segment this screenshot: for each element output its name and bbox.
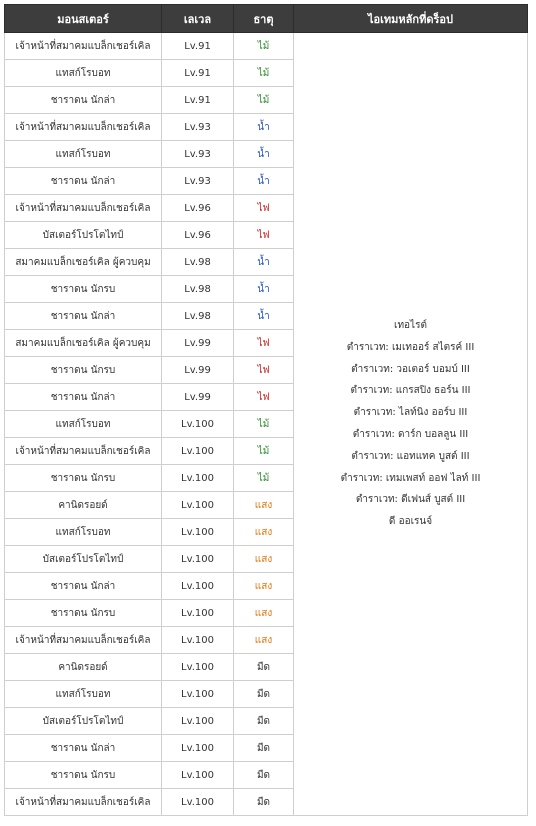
monster-element: แสง	[234, 519, 294, 546]
monster-name: บัสเตอร์โปรโตไทป์	[5, 708, 162, 735]
monster-level: Lv.100	[162, 789, 234, 816]
monster-level: Lv.100	[162, 465, 234, 492]
monster-element: น้ำ	[234, 249, 294, 276]
monster-level: Lv.100	[162, 438, 234, 465]
monster-level: Lv.100	[162, 600, 234, 627]
table-header-row	[5, 5, 528, 33]
monster-name: เจ้าหน้าที่สมาคมแบล็กเชอร์เคิล	[5, 195, 162, 222]
monster-level: Lv.99	[162, 384, 234, 411]
monster-name: สมาคมแบล็กเชอร์เคิล ผู้ควบคุม	[5, 330, 162, 357]
monster-name: ชาราดน นักรบ	[5, 600, 162, 627]
monster-element: มืด	[234, 654, 294, 681]
monster-element: ไม้	[234, 60, 294, 87]
monster-name: ชาราดน นักรบ	[5, 276, 162, 303]
monster-level: Lv.98	[162, 276, 234, 303]
monster-level: Lv.98	[162, 249, 234, 276]
monster-element: มืด	[234, 762, 294, 789]
monster-level: Lv.100	[162, 519, 234, 546]
monster-name: เจ้าหน้าที่สมาคมแบล็กเชอร์เคิล	[5, 114, 162, 141]
monster-name: ชาราดน นักรบ	[5, 465, 162, 492]
drop-item: เทอไรต์	[394, 320, 427, 332]
drop-item: ดี ออเรนจ์	[388, 516, 433, 528]
monster-name: ชาราดน นักล่า	[5, 735, 162, 762]
monster-name: ชาราดน นักล่า	[5, 303, 162, 330]
monster-level: Lv.100	[162, 681, 234, 708]
drop-item: ตำราเวท: ไลท์นิง ออร์บ III	[353, 407, 468, 419]
header-element: ธาตุ	[234, 5, 294, 33]
monster-element: ไม้	[234, 438, 294, 465]
monster-name: เจ้าหน้าที่สมาคมแบล็กเชอร์เคิล	[5, 627, 162, 654]
monster-name: แทสก์โรบอท	[5, 60, 162, 87]
monster-element: มืด	[234, 735, 294, 762]
monster-name: แทสก์โรบอท	[5, 519, 162, 546]
monster-element: น้ำ	[234, 141, 294, 168]
monster-name: เจ้าหน้าที่สมาคมแบล็กเชอร์เคิล	[5, 789, 162, 816]
monster-level: Lv.98	[162, 303, 234, 330]
monster-element: มืด	[234, 708, 294, 735]
monster-name: ชาราดน นักล่า	[5, 87, 162, 114]
monster-level: Lv.99	[162, 330, 234, 357]
monster-level: Lv.100	[162, 627, 234, 654]
header-drops: ไอเทมหลักที่ดร็อป	[294, 5, 528, 33]
monster-element: ไฟ	[234, 357, 294, 384]
monster-level: Lv.100	[162, 546, 234, 573]
monster-element: น้ำ	[234, 168, 294, 195]
monster-element: ไฟ	[234, 330, 294, 357]
monster-element: ไฟ	[234, 195, 294, 222]
monster-drop-table	[4, 4, 528, 816]
monster-name: บัสเตอร์โปรโตไทป์	[5, 222, 162, 249]
monster-name: ชาราดน นักล่า	[5, 573, 162, 600]
monster-element: น้ำ	[234, 303, 294, 330]
drop-items-cell	[294, 33, 528, 816]
monster-name: คานิดรอยด์	[5, 492, 162, 519]
monster-level: Lv.93	[162, 114, 234, 141]
monster-level: Lv.100	[162, 654, 234, 681]
drop-item: ตำราเวท: แอทแทค บูสต์ III	[351, 450, 470, 462]
monster-element: แสง	[234, 492, 294, 519]
monster-name: แทสก์โรบอท	[5, 141, 162, 168]
monster-name: ชาราดน นักล่า	[5, 168, 162, 195]
monster-level: Lv.100	[162, 411, 234, 438]
monster-level: Lv.91	[162, 33, 234, 60]
monster-level: Lv.100	[162, 762, 234, 789]
monster-level: Lv.99	[162, 357, 234, 384]
header-level: เลเวล	[162, 5, 234, 33]
monster-element: แสง	[234, 600, 294, 627]
monster-element: ไม้	[234, 33, 294, 60]
monster-name: เจ้าหน้าที่สมาคมแบล็กเชอร์เคิล	[5, 438, 162, 465]
monster-level: Lv.100	[162, 708, 234, 735]
header-monster: มอนสเตอร์	[5, 5, 162, 33]
drop-item: ตำราเวท: ดีเฟนส์ บูสต์ III	[355, 494, 466, 506]
drop-item: ตำราเวท: วอเตอร์ บอมบ์ III	[351, 363, 470, 375]
monster-level: Lv.91	[162, 87, 234, 114]
monster-element: แสง	[234, 627, 294, 654]
monster-element: แสง	[234, 546, 294, 573]
monster-element: มืด	[234, 789, 294, 816]
drop-item: ตำราเวท: เมเทออร์ สไตรค์ III	[346, 341, 475, 353]
monster-element: ไม้	[234, 87, 294, 114]
monster-level: Lv.93	[162, 168, 234, 195]
drop-item: ตำราเวท: ดาร์ก บอลลูน III	[352, 429, 469, 440]
monster-element: ไฟ	[234, 222, 294, 249]
monster-element: แสง	[234, 573, 294, 600]
monster-name: แทสก์โรบอท	[5, 411, 162, 438]
monster-element: ไฟ	[234, 384, 294, 411]
table-row	[5, 33, 528, 60]
monster-level: Lv.100	[162, 573, 234, 600]
monster-name: แทสก์โรบอท	[5, 681, 162, 708]
drop-item: ตำราเวท: เทมเพสท์ ออฟ ไลท์ III	[340, 472, 481, 484]
monster-name: บัสเตอร์โปรโตไทป์	[5, 546, 162, 573]
table-body	[5, 33, 528, 816]
monster-name: ชาราดน นักล่า	[5, 384, 162, 411]
monster-element: มืด	[234, 681, 294, 708]
monster-name: คานิดรอยด์	[5, 654, 162, 681]
monster-level: Lv.96	[162, 222, 234, 249]
monster-element: น้ำ	[234, 114, 294, 141]
monster-name: ชาราดน นักรบ	[5, 357, 162, 384]
monster-name: เจ้าหน้าที่สมาคมแบล็กเชอร์เคิล	[5, 33, 162, 60]
drop-item: ตำราเวท: แกรสปิง ธอร์น III	[350, 385, 471, 397]
monster-level: Lv.100	[162, 735, 234, 762]
monster-element: ไม้	[234, 411, 294, 438]
monster-name: สมาคมแบล็กเชอร์เคิล ผู้ควบคุม	[5, 249, 162, 276]
monster-element: น้ำ	[234, 276, 294, 303]
monster-level: Lv.93	[162, 141, 234, 168]
monster-element: ไม้	[234, 465, 294, 492]
monster-name: ชาราดน นักรบ	[5, 762, 162, 789]
monster-level: Lv.96	[162, 195, 234, 222]
monster-level: Lv.100	[162, 492, 234, 519]
monster-level: Lv.91	[162, 60, 234, 87]
